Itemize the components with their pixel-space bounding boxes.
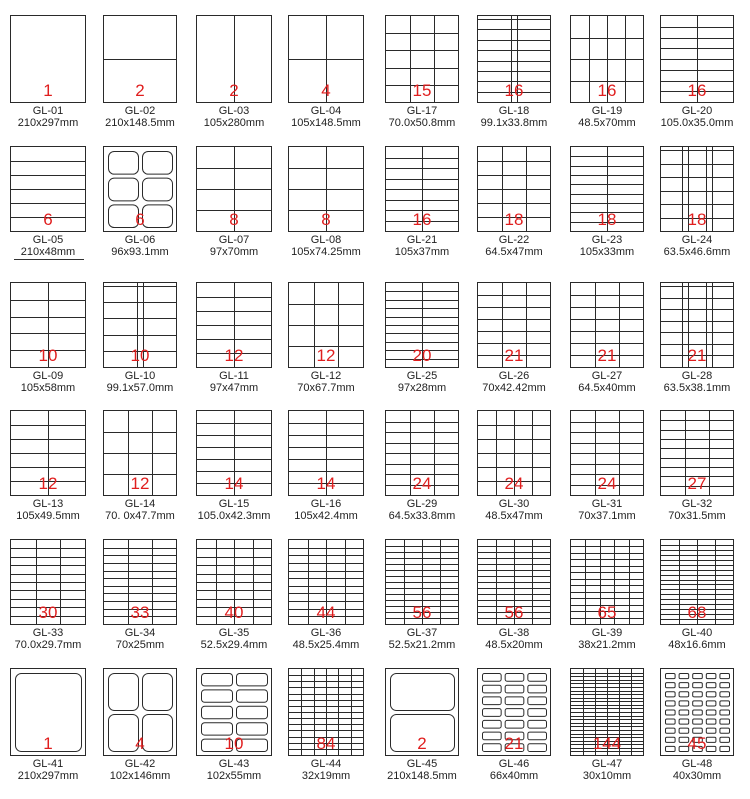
label-dimensions: 105x280mm xyxy=(203,117,265,129)
label-dimensions: 52.5x21.2mm xyxy=(388,639,456,651)
template-code: GL-04 xyxy=(310,105,342,117)
label-dimensions: 48x16.6mm xyxy=(668,639,726,651)
label-count: 4 xyxy=(135,734,145,753)
template-code: GL-23 xyxy=(591,234,623,246)
rounded-label xyxy=(109,674,139,711)
rounded-label xyxy=(679,710,689,715)
label-dimensions: 105x37mm xyxy=(394,246,450,258)
rounded-label xyxy=(693,674,703,679)
label-dimensions: 70x31.5mm xyxy=(668,510,726,522)
label-count: 10 xyxy=(38,346,58,365)
label-count: 27 xyxy=(687,474,707,493)
label-count: 12 xyxy=(38,474,58,493)
label-sheet-thumbnail xyxy=(10,539,86,625)
rounded-label xyxy=(679,683,689,688)
label-count: 2 xyxy=(135,81,145,100)
rounded-label xyxy=(505,697,524,705)
label-dimensions: 66x40mm xyxy=(489,770,539,782)
rounded-label xyxy=(528,709,547,717)
label-count: 84 xyxy=(316,734,336,753)
template-code: GL-11 xyxy=(219,370,249,382)
label-sheet-thumbnail xyxy=(10,282,86,368)
label-sheet-thumbnail xyxy=(660,539,734,625)
template-code: GL-28 xyxy=(681,370,713,382)
template-code: GL-46 xyxy=(498,758,530,770)
label-dimensions: 64.5x33.8mm xyxy=(388,510,456,522)
label-sheet-thumbnail xyxy=(570,410,644,496)
rounded-label xyxy=(505,709,524,717)
label-sheet-thumbnail xyxy=(570,15,644,103)
template-gl-28[interactable] xyxy=(660,282,750,410)
rounded-label xyxy=(666,683,676,688)
label-count: 6 xyxy=(43,210,53,229)
rounded-label xyxy=(706,719,716,724)
template-gl-48[interactable] xyxy=(660,668,750,796)
label-count: 45 xyxy=(687,734,707,753)
rounded-label xyxy=(528,685,547,693)
template-code: GL-35 xyxy=(218,627,250,639)
rounded-label xyxy=(693,692,703,697)
label-count: 21 xyxy=(687,346,707,365)
label-sheet-thumbnail xyxy=(103,539,177,625)
label-dimensions: 97x70mm xyxy=(209,246,259,258)
label-dimensions: 64.5x40mm xyxy=(578,382,636,394)
label-dimensions: 210x148.5mm xyxy=(105,117,175,129)
label-count: 6 xyxy=(135,210,145,229)
template-code: GL-12 xyxy=(310,370,342,382)
rounded-label xyxy=(720,683,730,688)
label-count: 24 xyxy=(597,474,617,493)
label-sheet-thumbnail xyxy=(660,668,734,756)
rounded-label xyxy=(706,692,716,697)
rounded-label xyxy=(720,728,730,733)
rounded-label xyxy=(679,701,689,706)
template-gl-24[interactable] xyxy=(660,146,750,274)
template-code: GL-03 xyxy=(218,105,250,117)
label-dimensions: 30x10mm xyxy=(582,770,632,782)
template-code: GL-25 xyxy=(406,370,438,382)
rounded-label xyxy=(679,674,689,679)
label-count: 2 xyxy=(417,734,427,753)
label-dimensions: 32x19mm xyxy=(301,770,351,782)
rounded-label xyxy=(706,728,716,733)
rounded-label xyxy=(202,674,233,686)
template-gl-20[interactable] xyxy=(660,15,750,143)
label-sheet-thumbnail xyxy=(477,15,551,103)
label-count: 12 xyxy=(316,346,336,365)
rounded-label xyxy=(666,728,676,733)
rounded-label xyxy=(666,719,676,724)
label-count: 144 xyxy=(592,734,622,753)
label-dimensions: 70x37.1mm xyxy=(578,510,636,522)
label-sheet-thumbnail xyxy=(10,410,86,496)
template-code: GL-34 xyxy=(124,627,156,639)
label-count: 10 xyxy=(224,734,244,753)
label-dimensions: 210x148.5mm xyxy=(387,770,457,782)
label-sheet-thumbnail xyxy=(10,15,86,103)
template-code: GL-37 xyxy=(406,627,438,639)
template-code: GL-02 xyxy=(124,105,156,117)
label-dimensions: 48.5x20mm xyxy=(485,639,543,651)
template-code: GL-18 xyxy=(498,105,530,117)
rounded-label xyxy=(720,692,730,697)
rounded-label xyxy=(706,710,716,715)
label-dimensions: 70x67.7mm xyxy=(297,382,355,394)
label-sheet-thumbnail xyxy=(570,668,644,756)
label-sheet-thumbnail xyxy=(385,146,459,232)
label-sheet-thumbnail xyxy=(385,668,459,756)
label-sheet-thumbnail xyxy=(385,539,459,625)
label-sheet-thumbnail xyxy=(103,410,177,496)
rounded-label xyxy=(237,706,268,718)
template-code: GL-19 xyxy=(591,105,623,117)
rounded-label xyxy=(720,719,730,724)
rounded-label xyxy=(679,692,689,697)
label-count: 30 xyxy=(38,603,58,622)
label-dimensions: 99.1x57.0mm xyxy=(106,382,174,394)
label-count: 2 xyxy=(229,81,239,100)
template-code: GL-16 xyxy=(310,498,342,510)
label-sheet-thumbnail xyxy=(196,15,272,103)
rounded-label xyxy=(720,701,730,706)
rounded-label xyxy=(679,719,689,724)
label-sheet-thumbnail xyxy=(10,668,86,756)
label-dimensions: 210x297mm xyxy=(17,770,79,782)
label-sheet-thumbnail xyxy=(385,410,459,496)
rounded-label xyxy=(693,728,703,733)
rounded-label xyxy=(706,674,716,679)
template-code: GL-17 xyxy=(406,105,438,117)
label-sheet-thumbnail xyxy=(477,668,551,756)
template-code: GL-26 xyxy=(498,370,530,382)
label-count: 4 xyxy=(321,81,331,100)
label-count: 16 xyxy=(687,81,707,100)
template-code: GL-15 xyxy=(218,498,250,510)
rounded-label xyxy=(679,728,689,733)
label-sheet-thumbnail xyxy=(288,15,364,103)
rounded-label xyxy=(143,674,173,711)
label-sheet-thumbnail xyxy=(660,15,734,103)
label-dimensions: 40x30mm xyxy=(672,770,722,782)
label-sheet-thumbnail xyxy=(477,146,551,232)
label-count: 14 xyxy=(224,474,244,493)
label-dimensions: 70x25mm xyxy=(115,639,165,651)
label-sheet-thumbnail xyxy=(288,410,364,496)
template-code: GL-21 xyxy=(406,234,438,246)
label-sheet-thumbnail xyxy=(288,146,364,232)
label-dimensions: 63.5x46.6mm xyxy=(663,246,731,258)
label-sheet-thumbnail xyxy=(196,668,272,756)
label-sheet-thumbnail xyxy=(103,282,177,368)
template-code: GL-01 xyxy=(32,105,64,117)
label-count: 16 xyxy=(412,210,432,229)
rounded-label xyxy=(109,178,139,201)
template-code: GL-30 xyxy=(498,498,530,510)
label-count: 1 xyxy=(43,734,53,753)
label-count: 1 xyxy=(43,81,53,100)
label-count: 12 xyxy=(224,346,244,365)
template-code: GL-38 xyxy=(498,627,530,639)
template-code: GL-41 xyxy=(32,758,64,770)
rounded-label xyxy=(666,701,676,706)
rounded-label xyxy=(706,683,716,688)
label-dimensions: 70. 0x47.7mm xyxy=(105,510,175,522)
label-dimensions: 70x42.42mm xyxy=(482,382,546,394)
label-dimensions: 105.0x35.0mm xyxy=(660,117,734,129)
label-dimensions: 70.0x50.8mm xyxy=(388,117,456,129)
template-code: GL-48 xyxy=(681,758,713,770)
label-sheet-thumbnail xyxy=(103,146,177,232)
template-code: GL-36 xyxy=(310,627,342,639)
label-dimensions: 97x47mm xyxy=(209,382,259,394)
label-sheet-thumbnail xyxy=(570,539,644,625)
label-sheet-thumbnail xyxy=(660,410,734,496)
template-code: GL-14 xyxy=(124,498,156,510)
rounded-label xyxy=(483,685,502,693)
template-code: GL-32 xyxy=(681,498,713,510)
template-gl-32[interactable] xyxy=(660,410,750,538)
label-sheet-thumbnail xyxy=(660,146,734,232)
rounded-label xyxy=(693,710,703,715)
template-code: GL-13 xyxy=(32,498,64,510)
label-count: 24 xyxy=(504,474,524,493)
template-gl-40[interactable] xyxy=(660,539,750,667)
label-sheet-thumbnail xyxy=(570,282,644,368)
rounded-label xyxy=(483,709,502,717)
rounded-label xyxy=(483,697,502,705)
rounded-label xyxy=(528,720,547,728)
label-dimensions: 105x42.4mm xyxy=(294,510,358,522)
label-sheet-thumbnail xyxy=(477,282,551,368)
label-dimensions: 97x28mm xyxy=(397,382,447,394)
label-count: 20 xyxy=(412,346,432,365)
template-code: GL-29 xyxy=(406,498,438,510)
label-sheet-thumbnail xyxy=(288,282,364,368)
label-count: 8 xyxy=(321,210,331,229)
template-code: GL-33 xyxy=(32,627,64,639)
label-count: 18 xyxy=(687,210,707,229)
label-dimensions: 105x58mm xyxy=(20,382,76,394)
template-code: GL-43 xyxy=(218,758,250,770)
template-code: GL-45 xyxy=(406,758,438,770)
rounded-label xyxy=(666,692,676,697)
label-dimensions: 99.1x33.8mm xyxy=(480,117,548,129)
label-sheet-thumbnail xyxy=(196,410,272,496)
rounded-label xyxy=(143,178,173,201)
label-sheet-thumbnail xyxy=(10,146,86,232)
label-dimensions: 52.5x29.4mm xyxy=(200,639,268,651)
rounded-label xyxy=(528,674,547,682)
template-code: GL-20 xyxy=(681,105,713,117)
rounded-label xyxy=(109,152,139,175)
label-count: 56 xyxy=(412,603,432,622)
label-dimensions: 210x48mm xyxy=(20,246,76,258)
label-sheet-thumbnail xyxy=(103,15,177,103)
label-sheet-thumbnail xyxy=(288,539,364,625)
rounded-label xyxy=(693,719,703,724)
rounded-label xyxy=(666,674,676,679)
rounded-label xyxy=(720,710,730,715)
label-count: 24 xyxy=(412,474,432,493)
template-code: GL-08 xyxy=(310,234,342,246)
rounded-label xyxy=(693,683,703,688)
label-count: 8 xyxy=(229,210,239,229)
label-count: 21 xyxy=(504,346,524,365)
label-dimensions: 105x49.5mm xyxy=(16,510,80,522)
rounded-label xyxy=(528,697,547,705)
label-count: 12 xyxy=(130,474,150,493)
rounded-label xyxy=(202,690,233,702)
label-dimensions: 210x297mm xyxy=(17,117,79,129)
label-sheet-thumbnail xyxy=(288,668,364,756)
label-dimensions: 38x21.2mm xyxy=(578,639,636,651)
label-dimensions: 105x148.5mm xyxy=(291,117,361,129)
label-dimensions: 105x33mm xyxy=(579,246,635,258)
label-dimensions: 105x74.25mm xyxy=(291,246,361,258)
label-sheet-thumbnail xyxy=(196,146,272,232)
rounded-label xyxy=(202,706,233,718)
label-count: 21 xyxy=(597,346,617,365)
label-count: 68 xyxy=(687,603,707,622)
label-dimensions: 102x146mm xyxy=(109,770,171,782)
template-code: GL-05 xyxy=(32,234,64,246)
label-sheet-thumbnail xyxy=(477,410,551,496)
label-count: 10 xyxy=(130,346,150,365)
label-sheet-thumbnail xyxy=(196,539,272,625)
label-sheet-thumbnail xyxy=(385,15,459,103)
template-code: GL-27 xyxy=(591,370,623,382)
rounded-label xyxy=(483,720,502,728)
template-code: GL-40 xyxy=(681,627,713,639)
label-dimensions: 48.5x25.4mm xyxy=(292,639,360,651)
template-code: GL-24 xyxy=(681,234,713,246)
label-sheet-thumbnail xyxy=(385,282,459,368)
label-dimensions: 105.0x42.3mm xyxy=(197,510,271,522)
label-count: 18 xyxy=(504,210,524,229)
label-dimensions: 102x55mm xyxy=(206,770,262,782)
label-count: 14 xyxy=(316,474,336,493)
template-code: GL-06 xyxy=(124,234,156,246)
label-dimensions: 70.0x29.7mm xyxy=(14,639,82,651)
rounded-label xyxy=(237,690,268,702)
rounded-label xyxy=(391,674,455,711)
rounded-label xyxy=(720,674,730,679)
label-count: 16 xyxy=(504,81,524,100)
label-count: 18 xyxy=(597,210,617,229)
rounded-label xyxy=(483,674,502,682)
template-code: GL-42 xyxy=(124,758,156,770)
rounded-label xyxy=(666,710,676,715)
template-code: GL-10 xyxy=(124,370,156,382)
rounded-label xyxy=(706,701,716,706)
label-count: 16 xyxy=(597,81,617,100)
label-sheet-thumbnail xyxy=(477,539,551,625)
label-count: 44 xyxy=(316,603,336,622)
label-count: 65 xyxy=(597,603,617,622)
underline-divider xyxy=(14,259,84,260)
template-code: GL-22 xyxy=(498,234,530,246)
label-dimensions: 64.5x47mm xyxy=(485,246,543,258)
rounded-label xyxy=(237,674,268,686)
label-count: 56 xyxy=(504,603,524,622)
rounded-label xyxy=(505,674,524,682)
template-code: GL-44 xyxy=(310,758,342,770)
rounded-label xyxy=(505,685,524,693)
template-code: GL-47 xyxy=(591,758,623,770)
label-dimensions: 48.5x47mm xyxy=(485,510,543,522)
label-dimensions: 63.5x38.1mm xyxy=(663,382,731,394)
label-count: 15 xyxy=(412,81,432,100)
label-dimensions: 96x93.1mm xyxy=(111,246,169,258)
rounded-label xyxy=(693,701,703,706)
rounded-label xyxy=(143,152,173,175)
template-code: GL-31 xyxy=(591,498,623,510)
label-sheet-thumbnail xyxy=(196,282,272,368)
label-count: 21 xyxy=(504,734,524,753)
label-sheet-thumbnail xyxy=(570,146,644,232)
label-dimensions: 48.5x70mm xyxy=(578,117,636,129)
label-sheet-thumbnail xyxy=(103,668,177,756)
label-count: 40 xyxy=(224,603,244,622)
label-count: 33 xyxy=(130,603,150,622)
label-sheet-thumbnail xyxy=(660,282,734,368)
rounded-label xyxy=(505,720,524,728)
template-code: GL-09 xyxy=(32,370,64,382)
template-code: GL-39 xyxy=(591,627,623,639)
template-code: GL-07 xyxy=(218,234,250,246)
